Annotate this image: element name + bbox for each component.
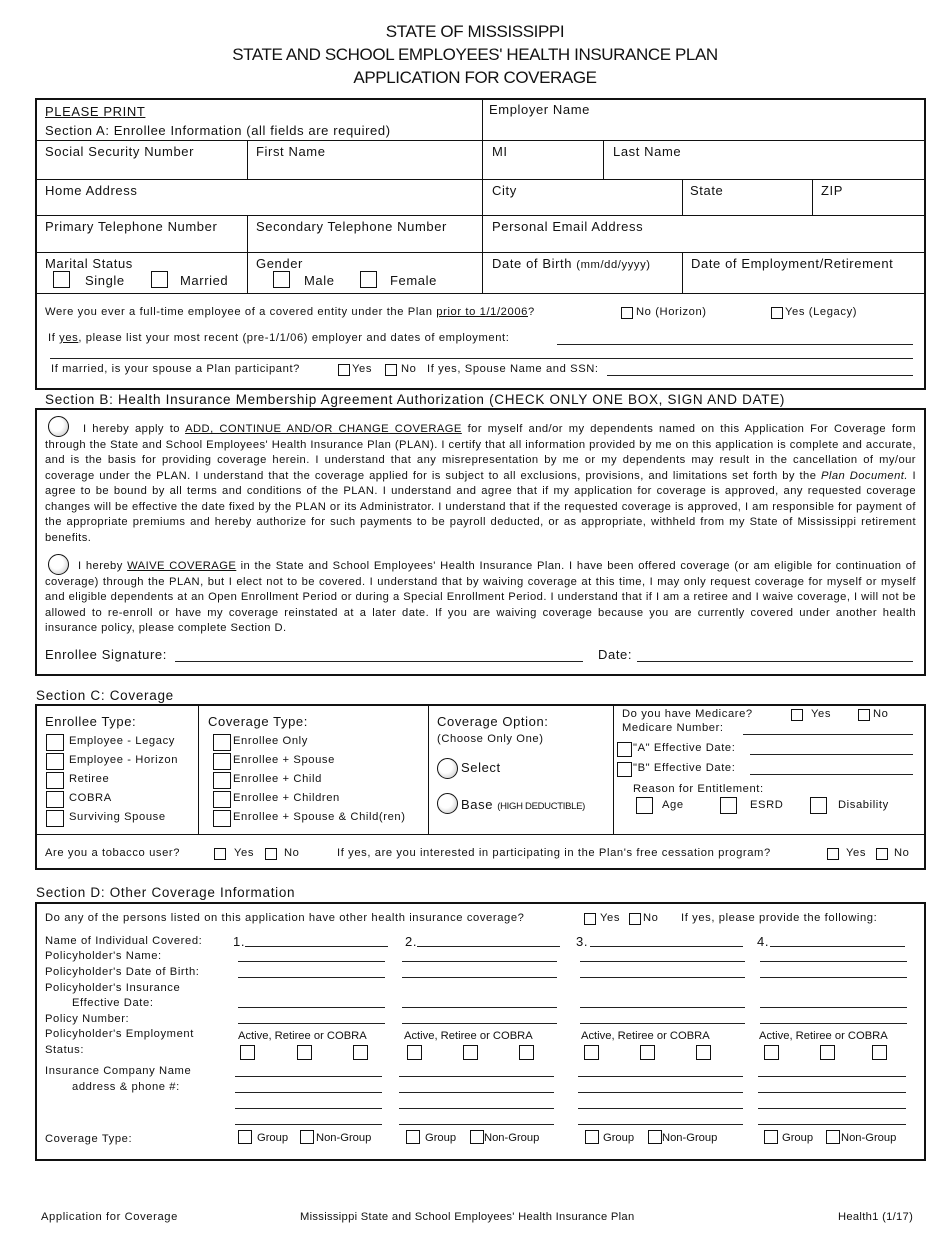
married-checkbox[interactable] xyxy=(151,271,168,288)
signature-line[interactable] xyxy=(175,661,583,662)
mi-field[interactable]: MI xyxy=(492,144,508,159)
col2-nongroup-checkbox[interactable] xyxy=(470,1130,484,1144)
spouse-yes-checkbox[interactable] xyxy=(338,364,350,376)
cessation-yes-checkbox[interactable] xyxy=(827,848,839,860)
coverage-type-option: Enrollee + Spouse xyxy=(233,754,335,766)
previous-employer-line-2[interactable] xyxy=(50,358,913,359)
tobacco-no-checkbox[interactable] xyxy=(265,848,277,860)
spouse-question: If married, is your spouse a Plan participant? xyxy=(51,363,300,375)
apply-coverage-paragraph: I hereby apply to ADD, CONTINUE AND/OR CHANGE COVERAGE for myself and/or my dependents named on this Application For Coverage form through the State and School Employees' Health Insurance Plan (PLAN). I certify that all information provided by me on this application is complete and accurate, and is the basis for providing coverage herein. I understand that any misrepresentation by me or my dependents may result in the cancellation of my/our coverage under the PLAN. I understand that the coverage applied for is subject to all exclusions, provisions, and limitations set forth by the Plan Document. I agree to be bound by all terms and conditions of the PLAN. I understand and agree that if my application for coverage is approved, any requested coverage changes will be effective the date fixed by the PLAN or its Administrator. I understand that if the requested coverage is approved, I am responsible for payment of the appropriate premiums and hereby authorize for such payments to be payroll deducted, or as appropriate, withheld from my State of Mississippi retirement benefits. xyxy=(45,423,917,544)
cessation-no-label: No xyxy=(894,847,910,859)
medicare-number-label: Medicare Number: xyxy=(622,722,724,734)
form-title-plan: STATE AND SCHOOL EMPLOYEES' HEALTH INSURANCE PLAN xyxy=(232,45,718,64)
no-horizon-label: No (Horizon) xyxy=(636,306,707,318)
col3-status-options: Active, Retiree or COBRA xyxy=(581,1030,710,1042)
single-checkbox[interactable] xyxy=(53,271,70,288)
disability-checkbox[interactable] xyxy=(810,797,827,814)
male-checkbox[interactable] xyxy=(273,271,290,288)
cessation-question: If yes, are you interested in participating in the Plan's free cessation program? xyxy=(337,847,771,859)
enrollee-type-option: Employee - Legacy xyxy=(69,735,175,747)
col1-name-line[interactable] xyxy=(245,946,388,947)
doe-field[interactable]: Date of Employment/Retirement xyxy=(691,256,894,271)
col2-group-checkbox[interactable] xyxy=(406,1130,420,1144)
date-line[interactable] xyxy=(637,661,913,662)
part-a-checkbox[interactable] xyxy=(617,742,632,757)
coverage-option-label: Coverage Option: xyxy=(437,714,549,729)
email-field[interactable]: Personal Email Address xyxy=(492,219,644,234)
select-option-label: Select xyxy=(461,760,501,775)
coverage-type-option: Enrollee Only xyxy=(233,735,308,747)
home-address-field[interactable]: Home Address xyxy=(45,183,138,198)
medicare-number-line[interactable] xyxy=(743,734,913,735)
section-d-title: Section D: Other Coverage Information xyxy=(36,885,296,900)
col2-name-line[interactable] xyxy=(417,946,560,947)
previous-employer-line-1[interactable] xyxy=(557,344,913,345)
spouse-no-label: No xyxy=(401,363,417,375)
effective-date-label: Effective Date: xyxy=(72,997,154,1009)
enrollee-type-option: Employee - Horizon xyxy=(69,754,179,766)
col4-group-label: Group xyxy=(782,1132,814,1144)
col4-cobra-checkbox[interactable] xyxy=(872,1045,887,1060)
col2-cobra-checkbox[interactable] xyxy=(519,1045,534,1060)
holder-insurance-label: Policyholder's Insurance xyxy=(45,982,181,994)
secondary-phone-field[interactable]: Secondary Telephone Number xyxy=(256,219,447,234)
column-number-1: 1. xyxy=(233,934,246,949)
marital-status-label: Marital Status xyxy=(45,256,133,271)
coverage-type-checkbox-1[interactable] xyxy=(213,753,231,770)
cessation-no-checkbox[interactable] xyxy=(876,848,888,860)
col3-nongroup-checkbox[interactable] xyxy=(648,1130,662,1144)
male-label: Male xyxy=(304,273,335,288)
coverage-type-label-d: Coverage Type: xyxy=(45,1133,133,1145)
enrollee-type-checkbox-3[interactable] xyxy=(46,791,64,808)
holder-dob-label: Policyholder's Date of Birth: xyxy=(45,966,200,978)
married-label: Married xyxy=(180,273,229,288)
col2-active-checkbox[interactable] xyxy=(407,1045,422,1060)
primary-phone-field[interactable]: Primary Telephone Number xyxy=(45,219,218,234)
city-field[interactable]: City xyxy=(492,183,517,198)
yes-legacy-label: Yes (Legacy) xyxy=(785,306,858,318)
footer-left: Application for Coverage xyxy=(41,1211,178,1223)
coverage-type-option: Enrollee + Spouse & Child(ren) xyxy=(233,811,406,823)
column-number-3: 3. xyxy=(576,934,589,949)
col2-status-options: Active, Retiree or COBRA xyxy=(404,1030,533,1042)
col2-nongroup-label: Non-Group xyxy=(484,1132,540,1144)
col4-group-checkbox[interactable] xyxy=(764,1130,778,1144)
column-number-4: 4. xyxy=(757,934,770,949)
coverage-type-label: Coverage Type: xyxy=(208,714,308,729)
last-name-field[interactable]: Last Name xyxy=(613,144,682,159)
footer-right: Health1 (1/17) xyxy=(838,1211,914,1223)
col1-nongroup-checkbox[interactable] xyxy=(300,1130,314,1144)
first-name-field[interactable]: First Name xyxy=(256,144,326,159)
female-label: Female xyxy=(390,273,437,288)
col1-cobra-checkbox[interactable] xyxy=(353,1045,368,1060)
section-c-title: Section C: Coverage xyxy=(36,688,174,703)
part-b-date-line[interactable] xyxy=(750,774,913,775)
coverage-type-option: Enrollee + Children xyxy=(233,792,340,804)
entitlement-label: Reason for Entitlement: xyxy=(633,783,764,795)
col1-retiree-checkbox[interactable] xyxy=(297,1045,312,1060)
medicare-question: Do you have Medicare? xyxy=(622,708,753,720)
spouse-yes-label: Yes xyxy=(352,363,373,375)
name-covered-label: Name of Individual Covered: xyxy=(45,935,203,947)
esrd-label: ESRD xyxy=(750,799,784,811)
enrollee-type-option: Retiree xyxy=(69,773,110,785)
medicare-yes-checkbox[interactable] xyxy=(791,709,803,721)
coverage-type-checkbox-2[interactable] xyxy=(213,772,231,789)
enrollee-type-option: COBRA xyxy=(69,792,112,804)
tobacco-yes-label: Yes xyxy=(234,847,255,859)
policy-number-label: Policy Number: xyxy=(45,1013,130,1025)
medicare-no-label: No xyxy=(873,708,889,720)
no-horizon-checkbox[interactable] xyxy=(621,307,633,319)
spouse-name-line[interactable] xyxy=(607,375,913,376)
other-coverage-yes-checkbox[interactable] xyxy=(584,913,596,925)
col3-group-checkbox[interactable] xyxy=(585,1130,599,1144)
base-option-radio[interactable] xyxy=(437,793,458,814)
col3-retiree-checkbox[interactable] xyxy=(640,1045,655,1060)
col3-group-label: Group xyxy=(603,1132,635,1144)
column-number-2: 2. xyxy=(405,934,418,949)
coverage-type-option: Enrollee + Child xyxy=(233,773,322,785)
col4-active-checkbox[interactable] xyxy=(764,1045,779,1060)
other-coverage-question: Do any of the persons listed on this application have other health insurance coverage? xyxy=(45,912,525,924)
spouse-name-label: If yes, Spouse Name and SSN: xyxy=(427,363,599,375)
col1-nongroup-label: Non-Group xyxy=(316,1132,372,1144)
provide-following-label: If yes, please provide the following: xyxy=(681,912,878,924)
fulltime-question: Were you ever a full-time employee of a covered entity under the Plan prior to 1/1/2006? xyxy=(45,306,535,318)
state-field[interactable]: State xyxy=(690,183,724,198)
col1-group-label: Group xyxy=(257,1132,289,1144)
tobacco-yes-checkbox[interactable] xyxy=(214,848,226,860)
choose-one-label: (Choose Only One) xyxy=(437,733,544,745)
form-title-state: STATE OF MISSISSIPPI xyxy=(385,22,565,41)
section-a-box xyxy=(35,98,926,390)
other-coverage-yes-label: Yes xyxy=(600,912,621,924)
col3-cobra-checkbox[interactable] xyxy=(696,1045,711,1060)
col3-nongroup-label: Non-Group xyxy=(662,1132,718,1144)
col4-nongroup-label: Non-Group xyxy=(841,1132,897,1144)
esrd-checkbox[interactable] xyxy=(720,797,737,814)
enrollee-type-option: Surviving Spouse xyxy=(69,811,166,823)
holder-employment-label: Policyholder's Employment xyxy=(45,1028,194,1040)
other-coverage-no-checkbox[interactable] xyxy=(629,913,641,925)
other-coverage-no-label: No xyxy=(643,912,659,924)
spouse-no-checkbox[interactable] xyxy=(385,364,397,376)
dob-field[interactable]: Date of Birth (mm/dd/yyyy) xyxy=(492,256,651,271)
enrollee-type-label: Enrollee Type: xyxy=(45,714,137,729)
coverage-type-checkbox-4[interactable] xyxy=(213,810,231,827)
please-print-label: PLEASE PRINT xyxy=(45,104,146,119)
base-option-label: Base (HIGH DEDUCTIBLE) xyxy=(461,797,586,812)
col2-group-label: Group xyxy=(425,1132,457,1144)
footer-center: Mississippi State and School Employees' Health Insurance Plan xyxy=(300,1211,635,1223)
holder-name-label: Policyholder's Name: xyxy=(45,950,162,962)
date-label: Date: xyxy=(598,647,633,662)
col4-status-options: Active, Retiree or COBRA xyxy=(759,1030,888,1042)
insurance-company-label: Insurance Company Name xyxy=(45,1065,192,1077)
tobacco-no-label: No xyxy=(284,847,300,859)
disability-label: Disability xyxy=(838,799,889,811)
part-a-date-line[interactable] xyxy=(750,754,913,755)
cessation-yes-label: Yes xyxy=(846,847,867,859)
age-checkbox[interactable] xyxy=(636,797,653,814)
part-b-label: "B" Effective Date: xyxy=(633,762,736,774)
col4-retiree-checkbox[interactable] xyxy=(820,1045,835,1060)
zip-field[interactable]: ZIP xyxy=(821,183,844,198)
enrollee-type-checkbox-4[interactable] xyxy=(46,810,64,827)
status-label: Status: xyxy=(45,1044,85,1056)
address-phone-label: address & phone #: xyxy=(72,1081,180,1093)
form-title-application: APPLICATION FOR COVERAGE xyxy=(353,68,597,87)
col4-nongroup-checkbox[interactable] xyxy=(826,1130,840,1144)
ssn-field[interactable]: Social Security Number xyxy=(45,144,195,159)
col2-retiree-checkbox[interactable] xyxy=(463,1045,478,1060)
col3-name-line[interactable] xyxy=(590,946,743,947)
part-a-label: "A" Effective Date: xyxy=(633,742,736,754)
waive-coverage-paragraph: I hereby WAIVE COVERAGE in the State and School Employees' Health Insurance Plan. I have been offered coverage (or am eligible for continuation of coverage) through the PLAN, but I elect not to be covered. I understand that by waiving coverage at this time, I may only request coverage for myself or myself and eligible dependents at an Open Enrollment Period or during a Special Enrollment Period. I understand that if I am a retiree and I waive coverage, I will not be allowed to re-enroll or have my coverage reinstated at a later date. If you are waiving coverage because you are currently covered under another health insurance policy, please complete Section D. xyxy=(45,560,916,634)
enrollee-type-checkbox-2[interactable] xyxy=(46,772,64,789)
part-b-checkbox[interactable] xyxy=(617,762,632,777)
enrollee-type-checkbox-0[interactable] xyxy=(46,734,64,751)
select-option-radio[interactable] xyxy=(437,758,458,779)
col1-active-checkbox[interactable] xyxy=(240,1045,255,1060)
col1-status-options: Active, Retiree or COBRA xyxy=(238,1030,367,1042)
coverage-type-checkbox-0[interactable] xyxy=(213,734,231,751)
medicare-yes-label: Yes xyxy=(811,708,832,720)
female-checkbox[interactable] xyxy=(360,271,377,288)
section-b-title: Section B: Health Insurance Membership Agreement Authorization (CHECK ONLY ONE BOX, SIGN AND DATE) xyxy=(45,392,786,407)
age-label: Age xyxy=(662,799,684,811)
coverage-type-checkbox-3[interactable] xyxy=(213,791,231,808)
employer-name-field[interactable]: Employer Name xyxy=(489,102,590,117)
col4-name-line[interactable] xyxy=(770,946,905,947)
gender-label: Gender xyxy=(256,256,303,271)
medicare-no-checkbox[interactable] xyxy=(858,709,870,721)
col1-group-checkbox[interactable] xyxy=(238,1130,252,1144)
yes-legacy-checkbox[interactable] xyxy=(771,307,783,319)
enrollee-type-checkbox-1[interactable] xyxy=(46,753,64,770)
signature-label: Enrollee Signature: xyxy=(45,647,167,662)
previous-employer-label: If yes, please list your most recent (pre-1/1/06) employer and dates of employment: xyxy=(48,332,510,344)
section-a-title: Section A: Enrollee Information (all fields are required) xyxy=(45,123,391,138)
tobacco-question: Are you a tobacco user? xyxy=(45,847,181,859)
col3-active-checkbox[interactable] xyxy=(584,1045,599,1060)
single-label: Single xyxy=(85,273,125,288)
